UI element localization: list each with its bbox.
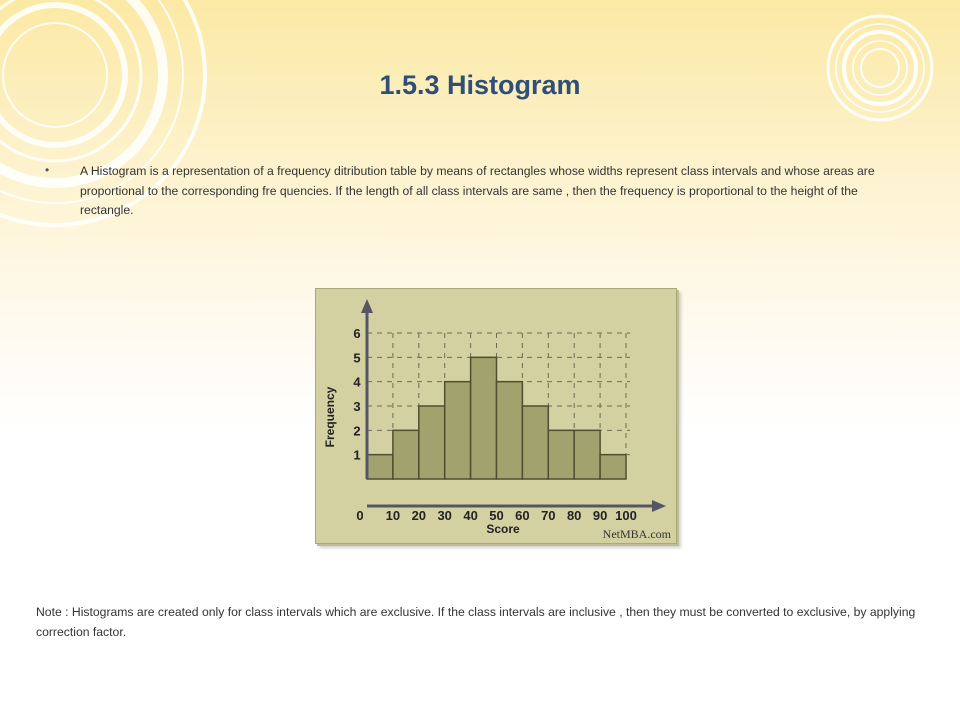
x-axis-arrow <box>652 500 666 512</box>
x-axis-title: Score <box>486 522 520 536</box>
histogram-bar <box>393 430 419 479</box>
x-tick-label: 0 <box>356 508 364 523</box>
y-tick-label: 1 <box>353 447 361 463</box>
y-tick-label: 5 <box>353 350 361 366</box>
x-tick-label: 60 <box>515 508 530 523</box>
y-tick-label: 3 <box>353 399 361 414</box>
y-axis-arrow <box>361 299 373 313</box>
y-tick-label: 4 <box>353 374 361 390</box>
note-paragraph: Note : Histograms are created only for class intervals which are exclusive. If the class intervals are inclusive , then they must be converted to exclusive, by applying correction factor. <box>36 605 916 639</box>
y-tick-label: 2 <box>353 423 361 439</box>
histogram-bar <box>548 430 574 479</box>
x-tick-label: 30 <box>437 508 452 523</box>
bar-layer <box>367 357 626 479</box>
x-tick-label: 80 <box>566 508 582 523</box>
slide-title: 1.5.3 Histogram <box>379 70 581 100</box>
histogram-bar <box>419 406 445 479</box>
watermark: NetMBA.com <box>602 527 671 541</box>
x-tick-label: 90 <box>592 508 608 523</box>
x-tick-label: 100 <box>615 508 637 523</box>
histogram-bar <box>600 455 626 479</box>
histogram-figure <box>315 288 677 544</box>
histogram-chart <box>316 289 676 543</box>
bullet-marker: • <box>45 163 50 177</box>
histogram-bar <box>522 406 548 479</box>
bullet-paragraph: A Histogram is a representation of a frequency ditribution table by means of rectangles whose widths represent class intervals and whose areas are proportional to the corresponding fre quencies. If the length of all class intervals are same , then the frequency is proportional to the height of the rectangle. <box>80 164 875 217</box>
histogram-bar <box>471 357 497 479</box>
x-tick-label: 50 <box>489 508 504 523</box>
x-tick-label: 70 <box>541 508 556 523</box>
histogram-bar <box>445 382 471 479</box>
x-tick-label: 10 <box>385 508 401 523</box>
y-axis-title: Frequency <box>323 386 337 448</box>
histogram-bar <box>367 455 393 479</box>
x-tick-label: 20 <box>411 508 427 523</box>
histogram-bar <box>497 382 523 479</box>
x-tick-label: 40 <box>463 508 478 523</box>
histogram-bar <box>574 430 600 479</box>
y-tick-label: 6 <box>353 326 361 341</box>
